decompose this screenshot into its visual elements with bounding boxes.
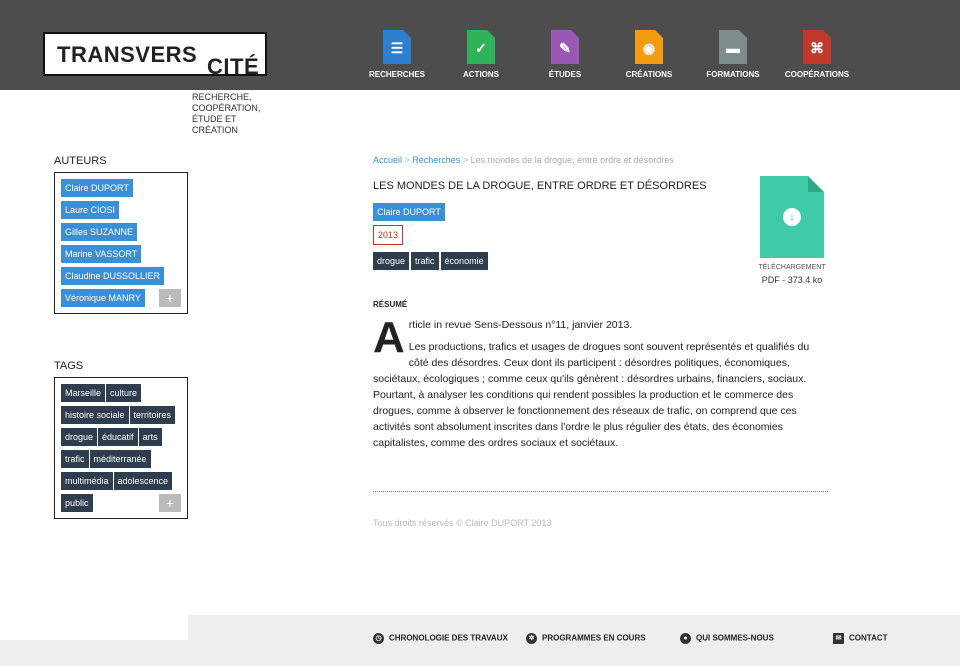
theme-tag[interactable]: économie <box>441 252 488 270</box>
resume-first-line: rticle in revue Sens-Dessous n°11, janvier 2013. <box>408 319 633 331</box>
tags-panel <box>54 360 188 519</box>
breadcrumb-home[interactable]: Accueil <box>373 155 403 165</box>
theme-tag[interactable]: drogue <box>373 252 409 270</box>
nav-etudes[interactable]: ✎ ÉTUDES <box>523 30 607 79</box>
footer <box>188 615 960 666</box>
copyright: Tous droits réservés © Claire DUPORT 2013 <box>373 518 552 528</box>
tag[interactable]: trafic <box>61 450 89 468</box>
edit-icon: ✎ <box>551 30 579 64</box>
nav-creations[interactable]: ◉ CRÉATIONS <box>607 30 691 79</box>
nav-cooperations[interactable]: ⌘ COOPÉRATIONS <box>775 30 859 79</box>
resume-body: Les productions, trafics et usages de drogues sont souvent représentés et qualifiés du côté des désordres. Ceux dont ils participent : désordres politiques, économiques, sociétaux, écologiques ; comme ceux qu'ils génèrent : désordres urbains, financiers, sociaux. Pourtant, à analyser les conditions qui rendent possibles la production et le commerce des drogues, comme à observer le fonctionnement des réseaux de trafic, on comprend que ces activités sont absolument inscrites dans l'ordre le plus régulier des états, des économies capitalistes, comme des ordres sociaux et sociétaux. <box>373 341 810 449</box>
resume-text <box>373 313 828 451</box>
check-icon: ✓ <box>467 30 495 64</box>
article-author-tag[interactable]: Claire DUPORT <box>373 203 445 221</box>
breadcrumb: Accueil > Recherches > Les mondes de la drogue, entre ordre et désordres <box>373 155 674 165</box>
more-tags-button[interactable]: + <box>159 494 181 512</box>
tag[interactable]: histoire sociale <box>61 406 129 424</box>
footer-contact[interactable]: ✉ CONTACT <box>833 633 888 644</box>
tags-title: TAGS <box>54 360 84 372</box>
tag[interactable]: multimédia <box>61 472 113 490</box>
download-size: PDF - 373.4 ko <box>761 275 823 285</box>
tag[interactable]: éducatif <box>98 428 138 446</box>
footer-chronologie[interactable]: ◷ CHRONOLOGIE DES TRAVAUX <box>373 633 508 644</box>
logo-tagline: RECHERCHE, COOPÉRATION, ÉTUDE ET CRÉATION <box>192 92 261 135</box>
nav-formations[interactable]: ▬ FORMATIONS <box>691 30 775 79</box>
comment-icon: ▬ <box>719 30 747 64</box>
tag[interactable]: territoires <box>130 406 176 424</box>
more-authors-button[interactable]: + <box>159 289 181 307</box>
file-icon <box>760 176 824 258</box>
breadcrumb-current: Les mondes de la drogue, entre ordre et désordres <box>470 155 674 165</box>
tag[interactable]: public <box>61 494 93 512</box>
site-logo[interactable] <box>43 32 267 79</box>
author-tag[interactable]: Claudine DUSSOLLIER <box>61 267 164 285</box>
command-icon: ⌘ <box>803 30 831 64</box>
tag[interactable]: drogue <box>61 428 97 446</box>
authors-title: AUTEURS <box>54 155 107 167</box>
main-nav <box>355 30 859 79</box>
user-icon: ● <box>680 633 691 644</box>
list-icon: ☰ <box>383 30 411 64</box>
authors-list <box>54 172 188 314</box>
article-year-tag[interactable]: 2013 <box>373 225 403 245</box>
download-pdf[interactable] <box>756 176 828 285</box>
author-tag[interactable]: Véronique MANRY <box>61 289 145 307</box>
footer-programmes[interactable]: ✲ PROGRAMMES EN COURS <box>526 633 646 644</box>
nav-actions[interactable]: ✓ ACTIONS <box>439 30 523 79</box>
mail-icon: ✉ <box>833 633 844 644</box>
dropcap: A <box>373 313 405 362</box>
logo-word-2: CITÉ <box>207 54 260 79</box>
tags-list <box>54 377 188 519</box>
tag[interactable]: adolescence <box>114 472 173 490</box>
tag[interactable]: méditerranée <box>90 450 151 468</box>
author-tag[interactable]: Claire DUPORT <box>61 179 133 197</box>
resume-label: RÉSUMÉ <box>373 300 408 309</box>
tag[interactable]: Marseille <box>61 384 105 402</box>
nav-recherches[interactable]: ☰ RECHERCHES <box>355 30 439 79</box>
eye-icon: ◉ <box>635 30 663 64</box>
footer-qui-sommes-nous[interactable]: ● QUI SOMMES-NOUS <box>680 633 774 644</box>
logo-word-1: TRANSVERS <box>57 42 198 67</box>
clock-icon: ◷ <box>373 633 384 644</box>
page-title: LES MONDES DE LA DROGUE, ENTRE ORDRE ET DÉSORDRES <box>373 180 707 192</box>
download-icon: ↓ <box>783 208 801 226</box>
author-tag[interactable]: Marine VASSORT <box>61 245 141 263</box>
tag[interactable]: culture <box>106 384 141 402</box>
gear-icon: ✲ <box>526 633 537 644</box>
authors-panel <box>54 155 188 314</box>
divider <box>373 491 828 492</box>
download-label: TÉLÉCHARGEMENT <box>758 264 826 271</box>
author-tag[interactable]: Gilles SUZANNE <box>61 223 137 241</box>
tag[interactable]: arts <box>139 428 162 446</box>
footer-left-strip <box>0 640 188 666</box>
breadcrumb-section[interactable]: Recherches <box>412 155 461 165</box>
author-tag[interactable]: Laure CIOSI <box>61 201 119 219</box>
theme-tag[interactable]: trafic <box>411 252 439 270</box>
